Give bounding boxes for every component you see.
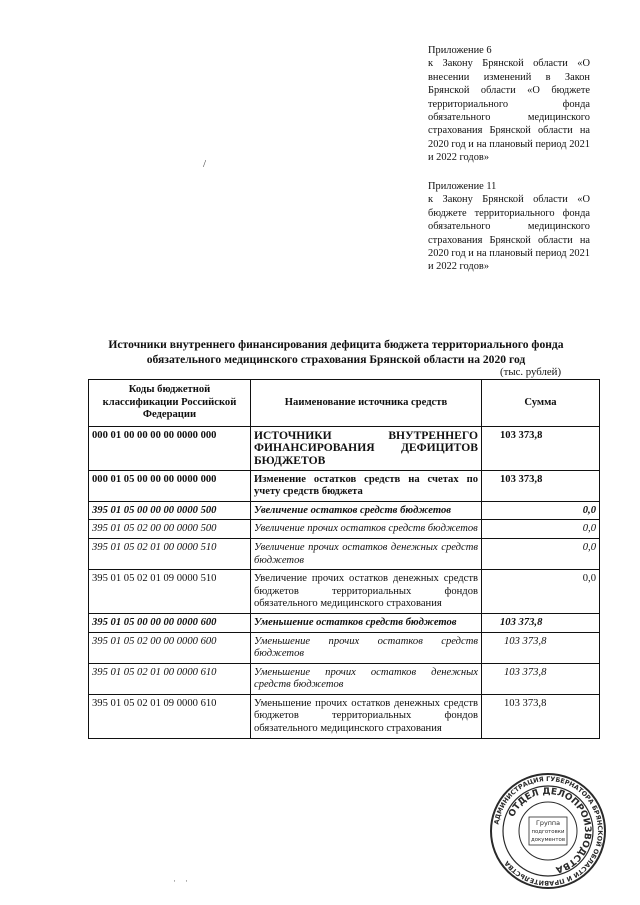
appendix-original-body: к Закону Брянской области «О бюджете территориального фонда обязательного медицинского страхования Брянской области на 2020 год и на плановый период 2021 и 2022 годов» xyxy=(428,194,590,273)
row-sum: 0,0 xyxy=(482,570,600,614)
header-code: Коды бюджетной классификации Российской Федерации xyxy=(89,380,251,427)
header-sum: Сумма xyxy=(482,380,600,427)
row-code: 395 01 05 00 00 00 0000 500 xyxy=(89,501,251,520)
row-name: Уменьшение прочих остатков средств бюджетов xyxy=(251,632,482,663)
appendix-current-body: к Закону Брянской области «О внесении изменений в Закон Брянской области «О бюджете территориального фонда обязательного медицинского страхования Брянской области на 2020 год и на плановый период 2021 и 2022 годов» xyxy=(428,58,590,164)
stamp-center-line2: подготовки xyxy=(531,829,565,835)
table-row xyxy=(89,426,600,470)
stamp-seal xyxy=(489,772,607,890)
appendix-original xyxy=(428,180,590,274)
table-row xyxy=(89,694,600,738)
row-sum: 103 373,8 xyxy=(482,632,600,663)
table-row xyxy=(89,538,600,569)
row-sum: 103 373,8 xyxy=(482,663,600,694)
row-code: 395 01 05 02 00 00 0000 600 xyxy=(89,632,251,663)
row-name: Уменьшение прочих остатков денежных средств бюджетов территориальных фондов обязательного медицинского страхования xyxy=(251,694,482,738)
row-name: Изменение остатков средств на счетах по учету средств бюджета xyxy=(251,470,482,501)
row-code: 395 01 05 02 01 00 0000 510 xyxy=(89,538,251,569)
row-name: ИСТОЧНИКИ ВНУТРЕННЕГО ФИНАНСИРОВАНИЯ ДЕФИЦИТОВ БЮДЖЕТОВ xyxy=(251,426,482,470)
row-name: Увеличение прочих остатков средств бюджетов xyxy=(251,520,482,539)
row-code: 395 01 05 02 00 00 0000 500 xyxy=(89,520,251,539)
stamp-center-line1: Группа xyxy=(535,819,561,827)
table-header-row xyxy=(89,380,600,427)
sources-table xyxy=(88,379,600,739)
row-sum: 0,0 xyxy=(482,538,600,569)
row-name: Увеличение прочих остатков денежных средств бюджетов xyxy=(251,538,482,569)
table-row xyxy=(89,570,600,614)
row-sum: 103 373,8 xyxy=(482,470,600,501)
row-name: Уменьшение остатков средств бюджетов xyxy=(251,613,482,632)
header-name: Наименование источника средств xyxy=(251,380,482,427)
appendix-current-title: Приложение 6 xyxy=(428,45,492,56)
table-row xyxy=(89,520,600,539)
row-sum: 0,0 xyxy=(482,501,600,520)
row-name: Увеличение прочих остатков денежных средств бюджетов территориальных фондов обязательного медицинского страхования xyxy=(251,570,482,614)
row-code: 395 01 05 00 00 00 0000 600 xyxy=(89,613,251,632)
units-label: (тыс. рублей) xyxy=(500,366,562,378)
table-row xyxy=(89,470,600,501)
row-code: 395 01 05 02 01 09 0000 610 xyxy=(89,694,251,738)
row-code: 395 01 05 02 01 09 0000 510 xyxy=(89,570,251,614)
row-sum: 103 373,8 xyxy=(482,613,600,632)
table-row xyxy=(89,632,600,663)
scan-speck: · xyxy=(185,876,188,886)
row-code: 395 01 05 02 01 00 0000 610 xyxy=(89,663,251,694)
row-code: 000 01 05 00 00 00 0000 000 xyxy=(89,470,251,501)
row-sum: 103 373,8 xyxy=(482,426,600,470)
document-heading: Источники внутреннего финансирования дефицита бюджета территориального фонда обязательного медицинского страхования Брянской области на 2020 год xyxy=(108,338,564,366)
table-row xyxy=(89,663,600,694)
row-name: Уменьшение прочих остатков денежных средств бюджетов xyxy=(251,663,482,694)
table-row xyxy=(89,501,600,520)
row-name: Увеличение остатков средств бюджетов xyxy=(251,501,482,520)
row-sum: 103 373,8 xyxy=(482,694,600,738)
row-sum: 0,0 xyxy=(482,520,600,539)
stamp-inner-text: ОТДЕЛ ДЕЛОПРОИЗВОДСТВА xyxy=(507,786,593,875)
stamp-center-line3: документов xyxy=(531,837,565,843)
stray-mark: / xyxy=(203,158,207,170)
scan-speck: · xyxy=(173,876,176,886)
row-code: 000 01 00 00 00 00 0000 000 xyxy=(89,426,251,470)
appendix-original-title: Приложение 11 xyxy=(428,181,497,192)
table-row xyxy=(89,613,600,632)
appendix-current xyxy=(428,44,590,165)
stamp-outer-text: АДМИНИСТРАЦИЯ ГУБЕРНАТОРА БРЯНСКОЙ ОБЛАСТИ И ПРАВИТЕЛЬСТВА xyxy=(492,774,605,888)
